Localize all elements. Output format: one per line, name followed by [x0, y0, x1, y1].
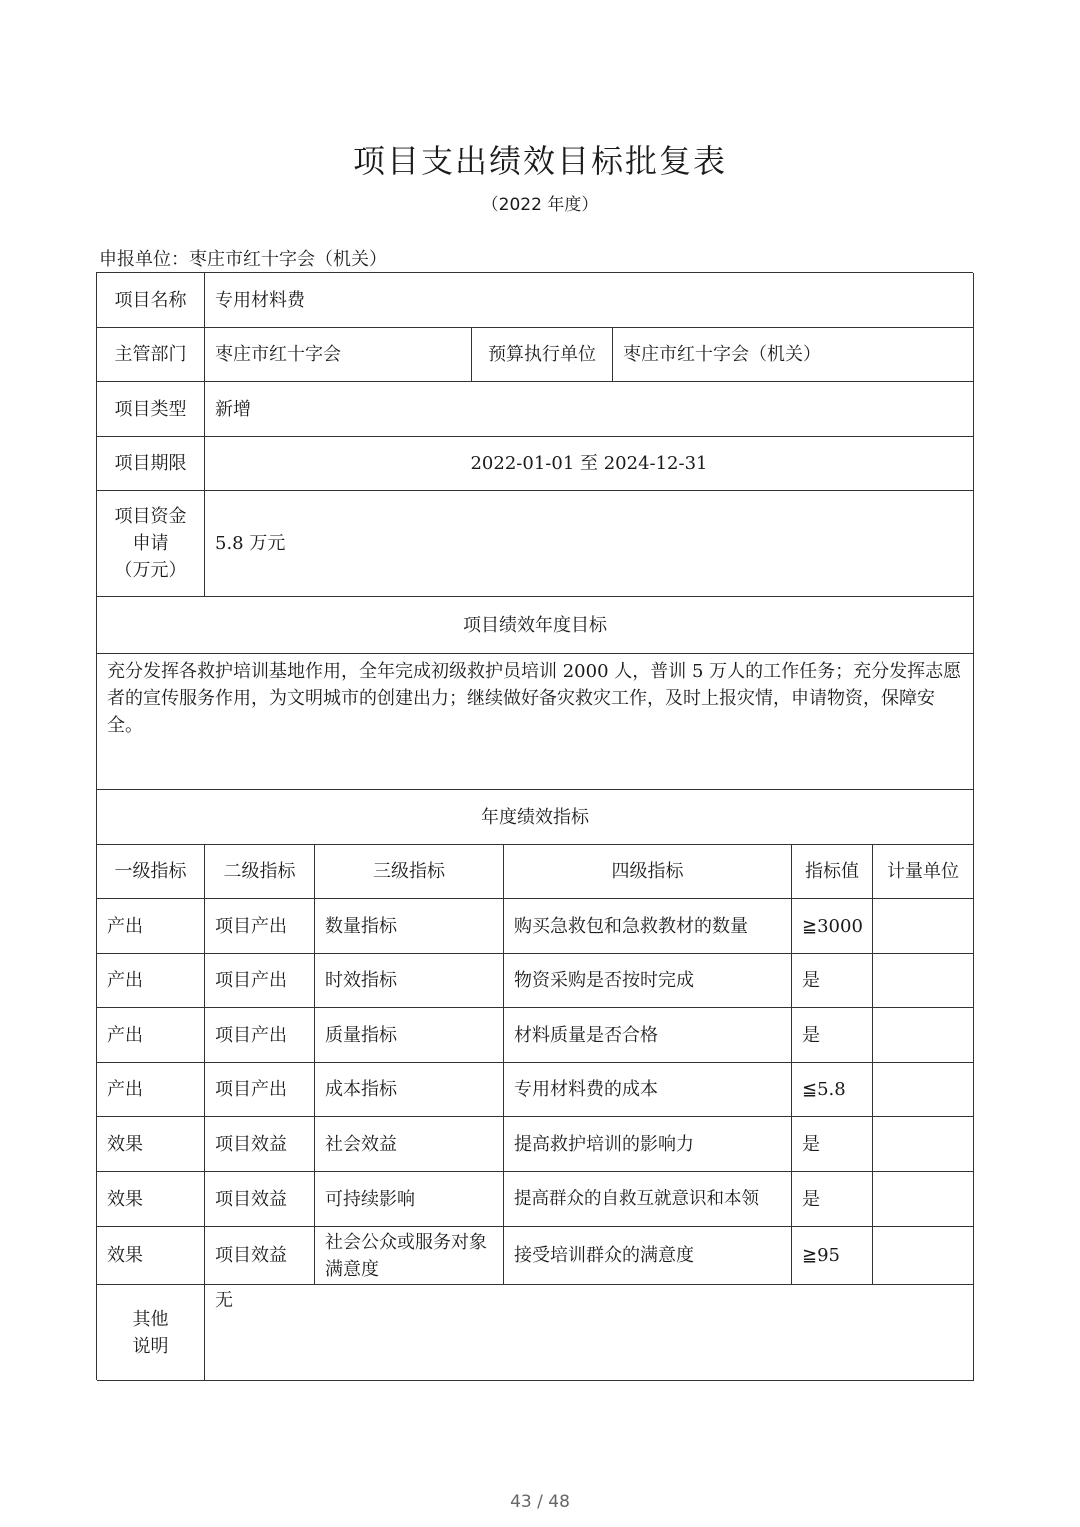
table-row-cell: 产出 — [97, 1063, 205, 1117]
other-notes-label — [97, 1285, 205, 1381]
goal-header: 项目绩效年度目标 — [97, 597, 974, 654]
exec-unit-value: 枣庄市红十字会（机关） — [613, 328, 974, 382]
page-subtitle: （2022 年度） — [481, 195, 599, 215]
table-row-cell: 效果 — [97, 1117, 205, 1172]
fund-value: 5.8 万元 — [205, 491, 974, 597]
table-row-cell — [873, 899, 974, 954]
dept-label: 主管部门 — [97, 328, 205, 382]
table-row-cell: 产出 — [97, 954, 205, 1008]
col-level-2: 二级指标 — [205, 845, 315, 899]
table-row-cell: 是 — [792, 1117, 873, 1172]
fund-label-line-2: 申请 — [132, 533, 169, 554]
table-row-cell: 项目效益 — [205, 1172, 315, 1227]
table-row-cell: 社会效益 — [315, 1117, 504, 1172]
table-row-cell: 购买急救包和急救教材的数量 — [504, 899, 792, 954]
table-row-cell: 专用材料费的成本 — [504, 1063, 792, 1117]
table-row-cell — [873, 1008, 974, 1063]
applicant-unit-value: 枣庄市红十字会（机关） — [189, 249, 387, 270]
period-value: 2022-01-01 至 2024-12-31 — [205, 437, 974, 491]
table-row-cell — [873, 1063, 974, 1117]
table-row-cell: 产出 — [97, 899, 205, 954]
table-row-cell: 项目产出 — [205, 1008, 315, 1063]
table-row-cell: 项目产出 — [205, 1063, 315, 1117]
table-row-cell: 产出 — [97, 1008, 205, 1063]
fund-label-line-1: 项目资金 — [114, 506, 187, 527]
table-row-cell: 时效指标 — [315, 954, 504, 1008]
page-title: 项目支出绩效目标批复表 — [352, 142, 727, 180]
type-label: 项目类型 — [97, 382, 205, 437]
table-row-cell: ≧95 — [792, 1227, 873, 1285]
table-row-cell: 是 — [792, 1172, 873, 1227]
table-row-cell: 是 — [792, 954, 873, 1008]
project-name-value: 专用材料费 — [205, 273, 974, 328]
col-unit: 计量单位 — [873, 845, 974, 899]
table-row-cell: ≧3000 — [792, 899, 873, 954]
table-row-cell: ≦5.8 — [792, 1063, 873, 1117]
page-number: 43 / 48 — [510, 1492, 570, 1512]
table-row-cell — [873, 1117, 974, 1172]
exec-unit-label: 预算执行单位 — [472, 328, 613, 382]
table-row-cell: 物资采购是否按时完成 — [504, 954, 792, 1008]
fund-label — [97, 491, 205, 597]
applicant-unit — [99, 245, 387, 271]
table-row-cell: 接受培训群众的满意度 — [504, 1227, 792, 1285]
other-notes-value: 无 — [205, 1285, 974, 1381]
table-row-cell: 社会公众或服务对象满意度 — [315, 1227, 504, 1285]
table-row-cell — [873, 954, 974, 1008]
goal-text: 充分发挥各救护培训基地作用，全年完成初级救护员培训 2000 人，普训 5 万人的工作任务；充分发挥志愿者的宣传服务作用，为文明城市的创建出力；继续做好备灾救灾工作，及时上报灾情，申请物资，保障安全。 — [97, 654, 974, 790]
table-row-cell: 数量指标 — [315, 899, 504, 954]
table-row-cell: 质量指标 — [315, 1008, 504, 1063]
fund-label-line-3: （万元） — [114, 560, 187, 581]
dept-value: 枣庄市红十字会 — [205, 328, 472, 382]
table-row-cell — [873, 1227, 974, 1285]
table-row-cell: 成本指标 — [315, 1063, 504, 1117]
table-row-cell: 可持续影响 — [315, 1172, 504, 1227]
approval-table — [96, 272, 973, 1380]
table-row-cell: 项目效益 — [205, 1227, 315, 1285]
period-label: 项目期限 — [97, 437, 205, 491]
applicant-unit-label: 申报单位： — [99, 249, 189, 270]
table-row-cell: 提高群众的自救互就意识和本领 — [504, 1172, 792, 1227]
col-value: 指标值 — [792, 845, 873, 899]
other-notes-label-line-2: 说明 — [132, 1335, 169, 1357]
table-row-cell: 材料质量是否合格 — [504, 1008, 792, 1063]
type-value: 新增 — [205, 382, 974, 437]
table-row-cell: 效果 — [97, 1227, 205, 1285]
table-row-cell: 提高救护培训的影响力 — [504, 1117, 792, 1172]
indicator-header: 年度绩效指标 — [97, 790, 974, 845]
other-notes-label-line-1: 其他 — [132, 1308, 169, 1330]
col-level-4: 四级指标 — [504, 845, 792, 899]
table-row-cell: 项目效益 — [205, 1117, 315, 1172]
table-row-cell: 是 — [792, 1008, 873, 1063]
col-level-3: 三级指标 — [315, 845, 504, 899]
table-row-cell — [873, 1172, 974, 1227]
project-name-label: 项目名称 — [97, 273, 205, 328]
table-row-cell: 效果 — [97, 1172, 205, 1227]
table-row-cell: 项目产出 — [205, 899, 315, 954]
col-level-1: 一级指标 — [97, 845, 205, 899]
table-row-cell: 项目产出 — [205, 954, 315, 1008]
